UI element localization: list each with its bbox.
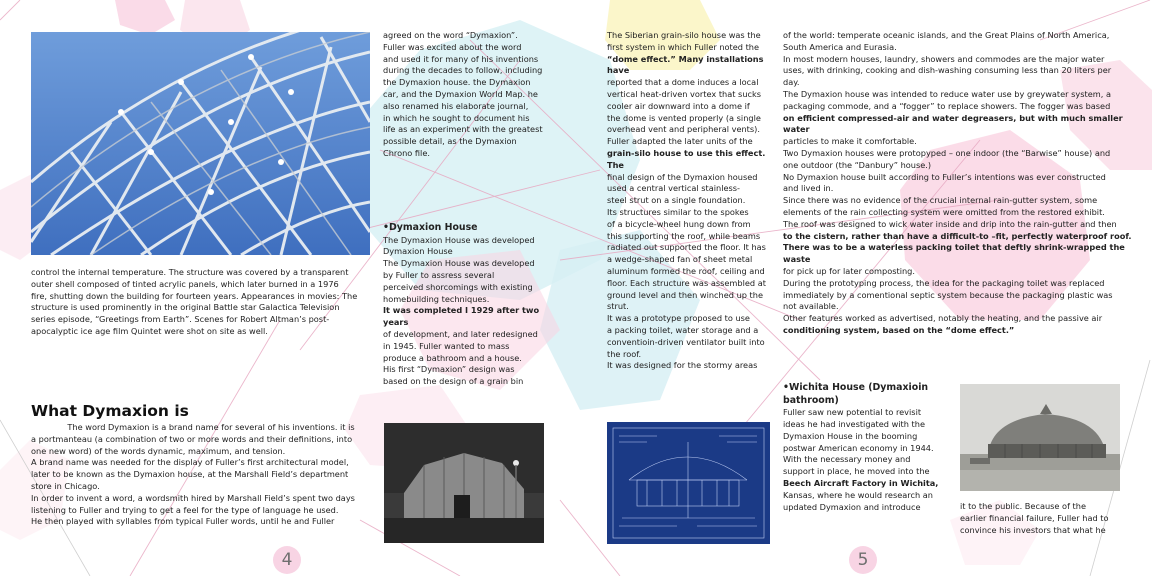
what-dymaxion-body — [31, 422, 376, 528]
dymaxion-blueprint — [607, 422, 770, 544]
text-line: first system in which Fuller noted the — [607, 41, 760, 52]
text-line: In most modern houses, laundry, showers and commodes are the major water — [783, 53, 1105, 64]
text-line: outer shell composed of tinted acrylic panels, which later burned in a 1976 — [31, 278, 339, 289]
text-line: by Fuller to assress several — [383, 269, 495, 280]
section-subheading: •Wichita House (Dymaxioin — [783, 382, 929, 393]
text-line: vertical heat-driven vortex that sucks — [607, 88, 762, 99]
text-line: homebuilding techniques. — [383, 293, 490, 304]
text-line: Dymaxion House in the booming — [783, 430, 918, 441]
wichita-house-photo — [960, 384, 1120, 491]
geodesic-dome-photo — [31, 32, 370, 255]
text-line: this supporting the roof, while beams — [607, 230, 761, 241]
dymaxion-house-night-photo — [384, 423, 544, 543]
text-line: and lived in. — [783, 183, 834, 194]
text-line: Chrono file. — [383, 147, 430, 158]
text-line: also renamed his elaborate journal, — [383, 100, 529, 111]
text-line: based on the design of a grain bin — [383, 376, 524, 387]
text-line: His first “Dymaxion” design was — [383, 364, 515, 375]
page-number: 4 — [273, 546, 301, 574]
text-line: Fuller was excited about the word — [383, 41, 522, 52]
text-line: The roof was designed to wick water inside and drip into the rain-gutter and then — [783, 218, 1117, 229]
text-line: Fuller saw new potential to revisit — [783, 407, 922, 418]
text-line: Two Dymaxion houses were protopyped – one indoor (the “Barwise” house) and — [783, 147, 1111, 158]
text-line: aluminum formed the roof, ceiling and — [607, 265, 765, 276]
text-line-bold: Beech Aircraft Factory in Wichita, — [783, 477, 939, 488]
text-line: The word Dymaxion is a brand name for several of his inventions. it is — [31, 422, 355, 432]
section-subheading-cont: bathroom) — [783, 394, 839, 406]
section-heading: What Dymaxion is — [31, 402, 189, 420]
text-line: The Dymaxion House was developed — [383, 258, 535, 269]
text-line: It was designed for the stormy areas — [607, 360, 758, 371]
text-line-bold: to the cistern, rather than have a difficult-to –fit, perfectly waterproof roof. — [783, 230, 1132, 241]
text-line: The Dymaxion House was developed — [383, 234, 535, 245]
text-line: fire, shutting down the building for fourteen years. Appearances in movies: The — [31, 290, 358, 301]
text-line: used a central vertical stainless- — [607, 183, 740, 194]
text-line: it to the public. Because of the — [960, 501, 1086, 511]
text-line: in which he sought to document his — [383, 112, 530, 123]
text-line: particles to make it comfortable. — [783, 136, 917, 147]
text-line: Fuller adapted the later units of the — [607, 136, 753, 147]
right-column-1 — [607, 30, 772, 372]
text-line: a wedge-shaped fan of sheet metal — [607, 254, 753, 265]
text-line: Other features worked as advertised, notably the heating, and the passive air — [783, 313, 1103, 324]
text-line: overhead vent and peripheral vents). — [607, 124, 760, 135]
text-line: He then played with syllables from typical Fuller words, until he and Fuller — [31, 516, 335, 527]
text-line: life as an experiment with the greatest — [383, 124, 543, 135]
left-column-2-top — [383, 30, 558, 160]
text-line-bold: There was to be a waterless packing toilet that deftly shrink-wrapped the waste — [783, 242, 1125, 265]
text-line: a portmanteau (a combination of two or more words and their definitions, into — [31, 433, 353, 444]
text-line: Dymaxion House — [383, 246, 453, 257]
text-line: perceived shorcomings with existing — [383, 281, 533, 292]
text-line: floor. Each structure was assembled at — [607, 277, 766, 288]
text-line-bold: on efficient compressed-air and water degreasers, but with much smaller water — [783, 112, 1123, 135]
text-line: strut. — [607, 301, 629, 312]
text-line: The Siberian grain-silo house was the — [607, 30, 761, 40]
text-line: store in Chicago. — [31, 480, 100, 491]
text-line: possible detail, as the Dymaxion — [383, 136, 517, 147]
text-line: of the world: temperate oceanic islands, and the Great Plains of North America, — [783, 30, 1110, 40]
text-line: Its structures similar to the spokes — [607, 206, 749, 217]
text-line: not available. — [783, 301, 839, 312]
text-line: With the necessary money and — [783, 454, 911, 465]
text-line: No Dymaxion house built according to Fuller’s intentions was ever constructed — [783, 171, 1106, 182]
text-line: of development, and later redesigned — [383, 328, 538, 339]
text-line-bold: It was completed I 1929 after two years — [383, 305, 540, 328]
text-line: for pick up for later composting. — [783, 265, 915, 276]
text-line: ground level and then winched up the — [607, 289, 763, 300]
text-line-bold: conditioning system, based on the “dome effect.” — [783, 324, 1015, 335]
text-line: earlier financial failure, Fuller had to — [960, 512, 1109, 523]
text-line: convince his investors that what he — [960, 524, 1106, 535]
text-line: It was a prototype proposed to use — [607, 313, 750, 324]
text-line: Kansas, where he would research an — [783, 489, 933, 500]
text-line: postwar American economy in 1944. — [783, 442, 934, 453]
text-line: series episode, “Greetings from Earth”. Scenes for Robert Altman’s post- — [31, 314, 330, 325]
dymaxion-house-section — [383, 222, 563, 388]
text-line: ideas he had investigated with the — [783, 418, 925, 429]
section-subheading: •Dymaxion House — [383, 222, 478, 233]
text-line: and used it for many of his inventions — [383, 53, 539, 64]
text-line: elements of the rain collecting system were omitted from the restored exhibit. — [783, 206, 1105, 217]
text-line: day. — [783, 77, 800, 88]
text-line: of a bicycle-wheel hung down from — [607, 218, 751, 229]
page-number: 5 — [849, 546, 877, 574]
text-line: the roof. — [607, 348, 642, 359]
text-line-bold: grain-silo house to use this effect. The — [607, 147, 766, 170]
text-line: steel strut on a single foundation. — [607, 195, 746, 206]
text-line: A brand name was needed for the display of Fuller’s first architectural model, — [31, 457, 349, 468]
text-line: a packing toilet, water storage and a — [607, 324, 759, 335]
text-line: structure is used prominently in the original Battle star Galactica Television — [31, 302, 340, 313]
text-line: support in place, he moved into the — [783, 466, 930, 477]
text-line: produce a bathroom and a house. — [383, 352, 522, 363]
text-line: control the internal temperature. The structure was covered by a transparent — [31, 267, 349, 277]
text-line: uses, with drinking, cooking and dish-washing consuming less than 20 liters per — [783, 65, 1112, 76]
dome-caption-block — [31, 267, 376, 338]
text-line: the dome is vented properly (a single — [607, 112, 761, 123]
text-line: final design of the Dymaxion housed — [607, 171, 758, 182]
right-column-3-bottom — [960, 501, 1125, 536]
text-line: cooler air downward into a dome if — [607, 100, 750, 111]
text-line: updated Dymaxion and introduce — [783, 501, 921, 512]
text-line: one new word) of the words dynamic, maximum, and tension. — [31, 445, 286, 456]
text-line: apocalyptic ice age film Quintet were shot on site as well. — [31, 325, 268, 336]
text-line: During the prototyping process, the idea for the packaging toilet was replaced — [783, 277, 1105, 288]
text-line: during the decades to follow, including — [383, 65, 543, 76]
text-line: South America and Eurasia. — [783, 41, 897, 52]
text-line: In order to invent a word, a wordsmith hired by Marshall Field’s spent two days — [31, 492, 355, 503]
text-line: in 1945. Fuller wanted to mass — [383, 340, 510, 351]
text-line: reported that a dome induces a local — [607, 77, 759, 88]
text-line: conventioin-driven ventilator built into — [607, 336, 765, 347]
right-column-2 — [783, 30, 1133, 337]
text-line: the Dymaxion house. the Dymaxion — [383, 77, 531, 88]
text-line: later to be known as the Dymaxion house, at the Marshall Field’s department — [31, 469, 349, 480]
text-line: Since there was no evidence of the crucial internal rain-gutter system, some — [783, 195, 1098, 206]
text-line: listening to Fuller and trying to get a feel for the type of language he used. — [31, 504, 339, 515]
text-line: one outdoor (the “Danbury” house.) — [783, 159, 932, 170]
text-line: agreed on the word “Dymaxion”. — [383, 30, 518, 40]
text-line: packaging commode, and a “fogger” to replace showers. The fogger was based — [783, 100, 1111, 111]
text-line: car, and the Dymaxion World Map. he — [383, 88, 538, 99]
text-line-bold: “dome effect.” Many installations have — [607, 53, 764, 76]
text-line: The Dymaxion house was intended to reduce water use by greywater system, a — [783, 88, 1111, 99]
wichita-house-section — [783, 382, 955, 513]
text-line: radiated out supported the floor. It has — [607, 242, 766, 253]
text-line: immediately by a comentional septic system because the packaging plastic was — [783, 289, 1113, 300]
